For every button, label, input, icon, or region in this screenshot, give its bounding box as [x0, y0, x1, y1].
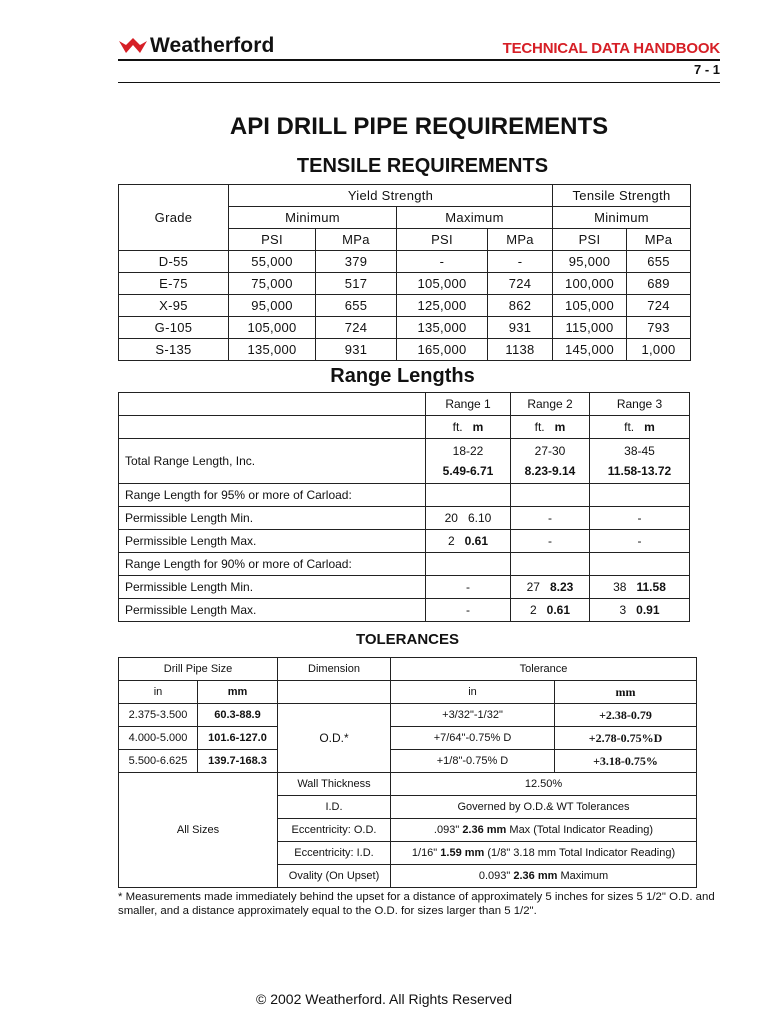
tensile-table — [118, 184, 691, 361]
unit-mpa: MPa — [488, 229, 553, 251]
value-ft: 38 — [613, 580, 627, 594]
eccentricity-id-label: Eccentricity: I.D. — [278, 842, 391, 865]
dimension-header: Dimension — [278, 658, 391, 681]
value-m: 8.23 — [550, 580, 574, 594]
table-cell — [511, 484, 590, 507]
table-row — [119, 317, 691, 339]
grade-cell: S-135 — [119, 339, 229, 361]
unit-m: m — [644, 420, 655, 434]
table-row — [119, 599, 690, 622]
table-cell: - — [488, 251, 553, 273]
table-cell: - — [511, 530, 590, 553]
total-ft: 38-45 — [624, 444, 655, 458]
table-row — [119, 553, 690, 576]
table-cell: 115,000 — [553, 317, 627, 339]
tolerances-table — [118, 657, 697, 888]
range-2-header: Range 2 — [511, 393, 590, 416]
total-m: 8.23-9.14 — [524, 464, 576, 478]
table-row — [119, 750, 697, 773]
value-m: 11.58 — [636, 580, 666, 594]
table-row — [119, 273, 691, 295]
value-m: 0.91 — [636, 603, 660, 617]
table-cell: 931 — [488, 317, 553, 339]
total-m: 5.49-6.71 — [442, 464, 494, 478]
all-sizes-label: All Sizes — [119, 773, 278, 888]
unit-mpa: MPa — [627, 229, 691, 251]
table-cell: - — [590, 530, 690, 553]
ovality-value — [391, 865, 697, 888]
unit-cell — [511, 416, 590, 439]
unit-in: in — [391, 681, 555, 704]
header-divider-thin — [118, 82, 720, 83]
table-row — [119, 576, 690, 599]
table-cell: 55,000 — [229, 251, 316, 273]
blank-cell — [278, 681, 391, 704]
total-m: 11.58-13.72 — [607, 464, 672, 478]
total-range-label: Total Range Length, Inc. — [119, 439, 426, 484]
table-cell: 100,000 — [553, 273, 627, 295]
value-m: 0.61 — [464, 534, 489, 548]
table-row — [119, 439, 690, 484]
tolerance-mm: +3.18-0.75% — [555, 750, 697, 773]
tolerance-mm: +2.38-0.79 — [555, 704, 697, 727]
unit-cell — [590, 416, 690, 439]
size-mm: 139.7-168.3 — [198, 750, 278, 773]
size-mm: 60.3-88.9 — [198, 704, 278, 727]
copyright: © 2002 Weatherford. All Rights Reserved — [256, 991, 512, 1007]
weatherford-wing-icon — [118, 36, 148, 56]
value-in: 0.093" — [478, 870, 511, 882]
table-cell: 655 — [316, 295, 397, 317]
ovality-label: Ovality (On Upset) — [278, 865, 391, 888]
grade-cell: E-75 — [119, 273, 229, 295]
table-cell: 165,000 — [397, 339, 488, 361]
value-m: 6.10 — [468, 511, 492, 525]
tolerances-title: TOLERANCES — [355, 631, 460, 648]
yield-minimum-header: Minimum — [229, 207, 397, 229]
value-mm: 2.36 mm — [462, 824, 507, 836]
table-row — [119, 704, 697, 727]
id-label: I.D. — [278, 796, 391, 819]
value-m: 0.61 — [546, 603, 571, 617]
value-mm: 2.36 mm — [513, 870, 558, 882]
grade-cell: G-105 — [119, 317, 229, 339]
table-cell: - — [426, 576, 511, 599]
value-note: Max (Total Indicator Reading) — [509, 824, 654, 836]
table-cell: 724 — [316, 317, 397, 339]
unit-psi: PSI — [397, 229, 488, 251]
value-in: .093" — [433, 824, 460, 836]
unit-m: m — [554, 420, 566, 434]
unit-in: in — [119, 681, 198, 704]
tolerance-header: Tolerance — [391, 658, 697, 681]
range-1-header: Range 1 — [426, 393, 511, 416]
value-ft: 27 — [526, 580, 540, 594]
eccentricity-id-value — [391, 842, 697, 865]
total-ft: 27-30 — [534, 444, 566, 458]
size-in: 2.375-3.500 — [119, 704, 198, 727]
unit-ft: ft. — [452, 420, 463, 434]
tensile-title: TENSILE REQUIREMENTS — [296, 155, 549, 177]
page-title: API DRILL PIPE REQUIREMENTS — [229, 113, 609, 140]
table-cell — [590, 484, 690, 507]
blank-cell — [119, 393, 426, 416]
wall-thickness-label: Wall Thickness — [278, 773, 391, 796]
table-row — [119, 339, 691, 361]
size-in: 4.000-5.000 — [119, 727, 198, 750]
eccentricity-od-label: Eccentricity: O.D. — [278, 819, 391, 842]
table-cell — [426, 507, 511, 530]
size-in: 5.500-6.625 — [119, 750, 198, 773]
table-cell: 105,000 — [397, 273, 488, 295]
unit-cell — [426, 416, 511, 439]
table-cell: - — [590, 507, 690, 530]
drill-pipe-size-header: Drill Pipe Size — [119, 658, 278, 681]
table-cell: - — [397, 251, 488, 273]
table-cell: - — [511, 507, 590, 530]
size-mm: 101.6-127.0 — [198, 727, 278, 750]
unit-m: m — [472, 420, 484, 434]
unit-psi: PSI — [229, 229, 316, 251]
company-logo — [118, 34, 274, 58]
grade-header: Grade — [119, 185, 229, 251]
grade-cell: X-95 — [119, 295, 229, 317]
table-row — [119, 484, 690, 507]
unit-ft: ft. — [624, 420, 635, 434]
total-ft: 18-22 — [452, 444, 484, 458]
table-cell — [511, 599, 590, 622]
table-cell: 793 — [627, 317, 691, 339]
table-cell: 145,000 — [553, 339, 627, 361]
table-cell — [590, 576, 690, 599]
table-cell: 95,000 — [553, 251, 627, 273]
table-cell: 105,000 — [229, 317, 316, 339]
handbook-title: TECHNICAL DATA HANDBOOK — [502, 40, 720, 57]
logo-text: Weatherford — [150, 34, 275, 57]
table-row — [119, 507, 690, 530]
table-cell: 95,000 — [229, 295, 316, 317]
tolerance-in: +7/64"-0.75% D — [391, 727, 555, 750]
unit-mm: mm — [555, 681, 697, 704]
table-cell — [590, 553, 690, 576]
header-divider — [118, 59, 720, 61]
table-cell: 655 — [627, 251, 691, 273]
table-cell — [511, 553, 590, 576]
table-row — [119, 530, 690, 553]
value-ft: 2 — [447, 534, 455, 548]
blank-cell — [119, 416, 426, 439]
unit-mm: mm — [198, 681, 278, 704]
value-note: Maximum — [560, 870, 609, 882]
yield-strength-header: Yield Strength — [229, 185, 553, 207]
range-lengths-table — [118, 392, 690, 622]
yield-maximum-header: Maximum — [397, 207, 553, 229]
table-cell: 1138 — [488, 339, 553, 361]
table-cell — [590, 599, 690, 622]
table-cell: 724 — [488, 273, 553, 295]
table-cell: 862 — [488, 295, 553, 317]
value-note: (1/8" 3.18 mm Total Indicator Reading) — [487, 847, 676, 859]
value-ft: 20 — [444, 511, 458, 525]
value-in: 1/16" — [411, 847, 438, 859]
table-cell: - — [426, 599, 511, 622]
carload-95-label: Range Length for 95% or more of Carload: — [119, 484, 426, 507]
table-cell: 724 — [627, 295, 691, 317]
table-cell: 931 — [316, 339, 397, 361]
tolerance-in: +1/8"-0.75% D — [391, 750, 555, 773]
table-cell — [426, 553, 511, 576]
tensile-minimum-header: Minimum — [553, 207, 691, 229]
permissible-max-label: Permissible Length Max. — [119, 530, 426, 553]
table-cell: 105,000 — [553, 295, 627, 317]
table-row — [119, 727, 697, 750]
table-cell: 1,000 — [627, 339, 691, 361]
value-mm: 1.59 mm — [440, 847, 485, 859]
grade-cell: D-55 — [119, 251, 229, 273]
table-cell — [426, 530, 511, 553]
table-row — [119, 251, 691, 273]
table-row — [119, 773, 697, 796]
range-lengths-title: Range Lengths — [330, 365, 475, 387]
table-cell: 517 — [316, 273, 397, 295]
table-cell — [511, 576, 590, 599]
unit-mpa: MPa — [316, 229, 397, 251]
tensile-strength-header: Tensile Strength — [553, 185, 691, 207]
eccentricity-od-value — [391, 819, 697, 842]
tolerance-mm: +2.78-0.75%D — [555, 727, 697, 750]
range-3-header: Range 3 — [590, 393, 690, 416]
wall-thickness-value: 12.50% — [391, 773, 697, 796]
table-cell: 75,000 — [229, 273, 316, 295]
od-label: O.D.* — [278, 704, 391, 773]
table-cell — [426, 484, 511, 507]
table-cell — [426, 439, 511, 484]
id-value: Governed by O.D.& WT Tolerances — [391, 796, 697, 819]
permissible-max-label: Permissible Length Max. — [119, 599, 426, 622]
table-cell: 125,000 — [397, 295, 488, 317]
footnote: * Measurements made immediately behind the upset for a distance of approximately 5 inches for sizes 5 1/2" O.D. and smaller, and a distance approximately equal to the O.D. for sizes larger than 5 1/2". — [118, 891, 715, 917]
page-number: 7 - 1 — [693, 62, 720, 77]
value-ft: 3 — [619, 603, 627, 617]
tolerance-in: +3/32"-1/32" — [391, 704, 555, 727]
permissible-min-label: Permissible Length Min. — [119, 507, 426, 530]
unit-ft: ft. — [534, 420, 545, 434]
table-cell: 689 — [627, 273, 691, 295]
table-row — [119, 295, 691, 317]
carload-90-label: Range Length for 90% or more of Carload: — [119, 553, 426, 576]
table-cell — [511, 439, 590, 484]
unit-psi: PSI — [553, 229, 627, 251]
table-cell: 135,000 — [397, 317, 488, 339]
value-ft: 2 — [529, 603, 537, 617]
table-cell: 379 — [316, 251, 397, 273]
permissible-min-label: Permissible Length Min. — [119, 576, 426, 599]
table-cell — [590, 439, 690, 484]
table-cell: 135,000 — [229, 339, 316, 361]
